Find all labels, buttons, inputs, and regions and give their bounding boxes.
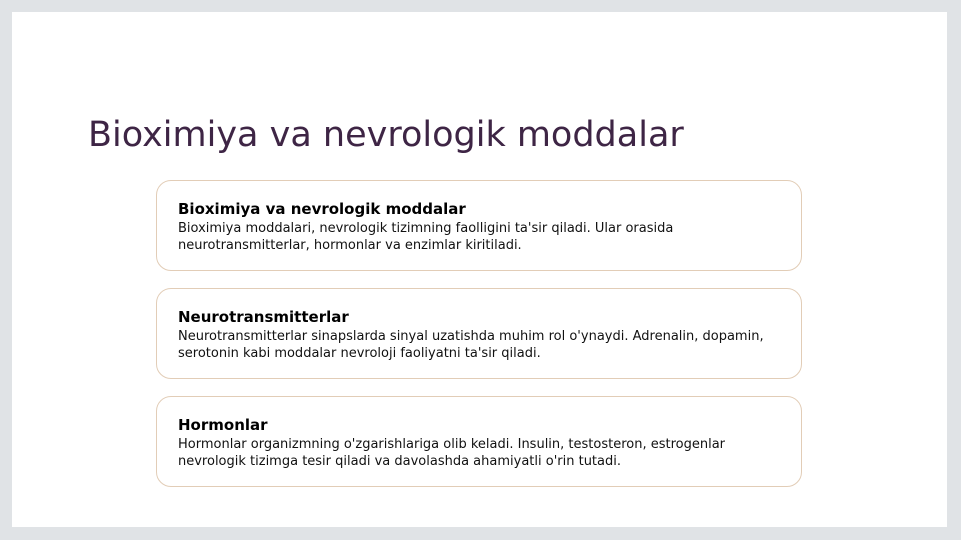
card-title: Neurotransmitterlar — [178, 308, 349, 326]
card-title: Bioximiya va nevrologik moddalar — [178, 200, 466, 218]
card-title: Hormonlar — [178, 416, 268, 434]
slide-title: Bioximiya va nevrologik moddalar — [88, 115, 684, 155]
card-neurotransmitters — [156, 288, 802, 379]
slide — [12, 12, 947, 527]
card-body: Neurotransmitterlar sinapslarda sinyal uzatishda muhim rol o'ynaydi. Adrenalin, dopamin, serotonin kabi moddalar nevroloji faoliyatni ta'sir qiladi. — [178, 329, 764, 361]
card-body: Hormonlar organizmning o'zgarishlariga olib keladi. Insulin, testosteron, estrogenlar nevrologik tizimga tesir qiladi va davolashda ahamiyatli o'rin tutadi. — [178, 437, 726, 469]
card-hormones — [156, 396, 802, 487]
card-body: Bioximiya moddalari, nevrologik tizimning faolligini ta'sir qiladi. Ular orasida neurotransmitterlar, hormonlar va enzimlar kiritiladi. — [178, 221, 674, 253]
card-biochemistry — [156, 180, 802, 271]
